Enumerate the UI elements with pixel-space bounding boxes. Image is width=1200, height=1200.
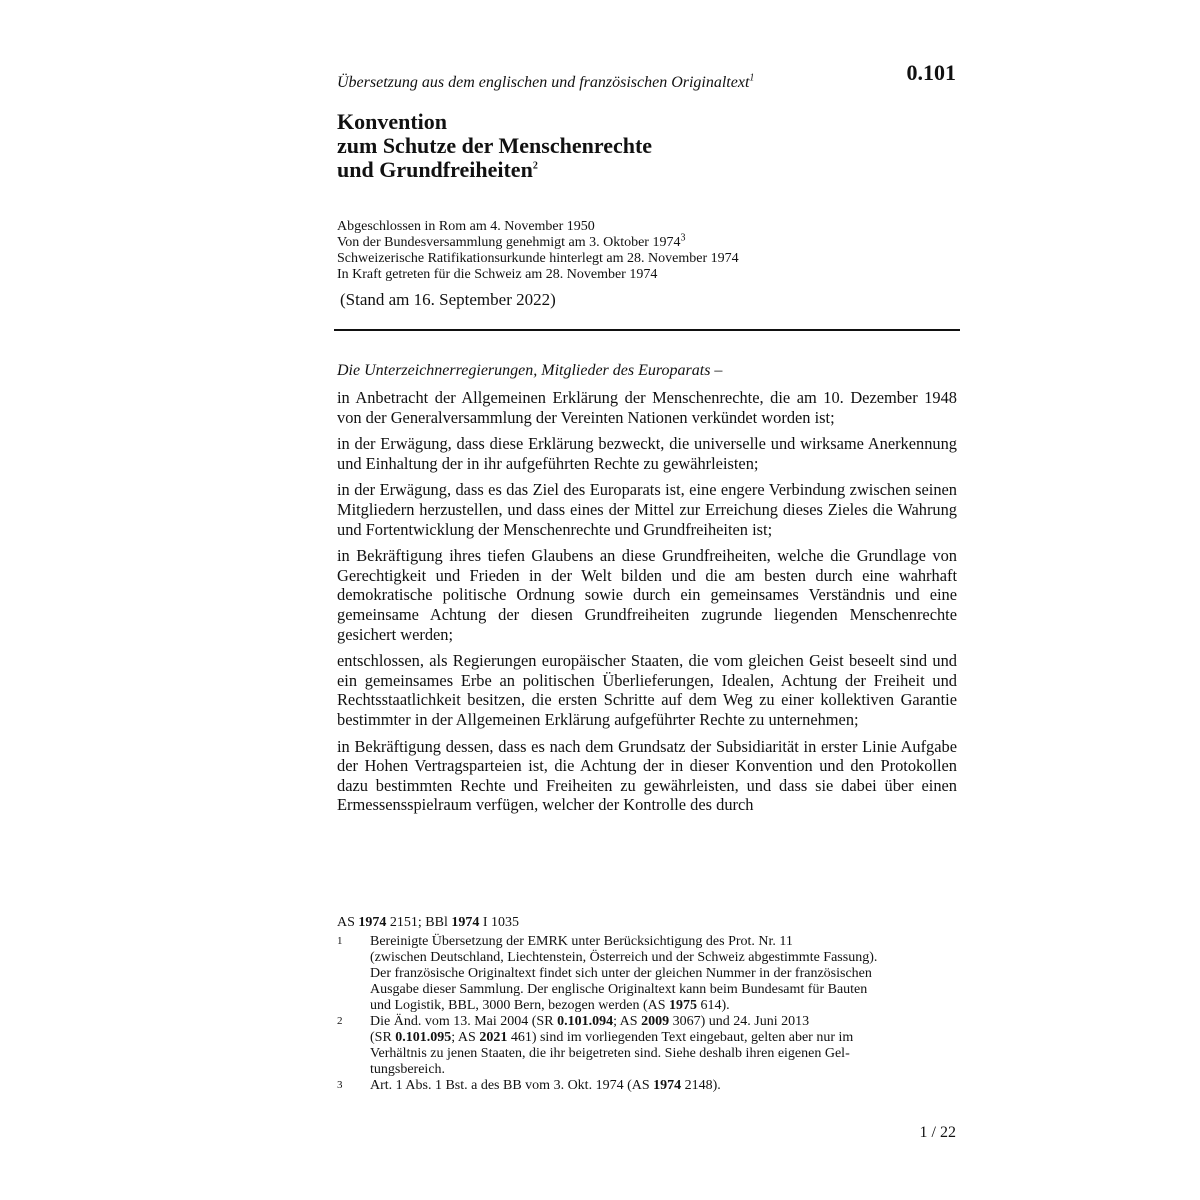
fn2-text-2e: 461) sind im vorliegenden Text eingebaut, gelten aber nur im [507,1030,854,1045]
fn3-text-a: Art. 1 Abs. 1 Bst. a des BB vom 3. Okt. 1974 (AS [370,1078,654,1093]
footnote-line: Ausgabe dieser Sammlung. Der englische Originaltext kann beim Bundesamt für Bauten [370,982,868,997]
preamble-paragraph: in der Erwägung, dass diese Erklärung bezweckt, die universelle und wirksame Anerkennung und Einhaltung der in ihr aufgeführten Rechte zu gewährleisten; [337,434,957,473]
footnote-2 [337,1014,959,1078]
bbl-year: 1974 [451,915,480,930]
as-end: I 1035 [479,915,520,930]
preamble-body [337,388,957,822]
fn2-text-c: ; AS [613,1014,642,1029]
footnote-3 [337,1078,959,1094]
fn2-text-a: Die Änd. vom 13. Mai 2004 (SR [370,1014,558,1029]
footnote-line: Bereinigte Übersetzung der EMRK unter Berücksichtigung des Prot. Nr. 11 [370,934,793,949]
official-collection-reference [337,915,519,931]
footnote-ref-2[interactable]: 2 [532,160,538,172]
fn3-year: 1974 [653,1078,682,1093]
footnote-text [370,1014,959,1078]
meta-approved [337,232,739,251]
footnote-line: Verhältnis zu jenen Staaten, die ihr beigetreten sind. Siehe deshalb ihren eigenen Gel- [370,1046,850,1061]
title-line-3-text: und Grundfreiheiten [337,157,533,182]
as-mid: 2151; BBl [386,915,452,930]
footnote-line [370,1014,959,1030]
fn2-text-2c: ; AS [451,1030,480,1045]
footnote-line: (zwischen Deutschland, Liechtenstein, Österreich und der Schweiz abgestimmte Fassung). [370,950,878,965]
footnote-text [370,1078,959,1094]
fn2-year-2009: 2009 [641,1014,670,1029]
fn2-year-2021: 2021 [479,1030,508,1045]
preamble-paragraph: in Bekräftigung ihres tiefen Glaubens an diese Grundfreiheiten, welche die Grundlage von Gerechtigkeit und Frieden in der Welt bilden und die am besten durch eine wahrhaft demokratische politische Ordnung sowie durch ein gemeinsames Verständnis und eine gemeinsame Achtung der diesen Grundfreiheiten zugrunde liegenden Menschenrechte gesichert werden; [337,546,957,644]
title-line-1: Konvention [337,109,448,134]
sr-link-095[interactable]: 0.101.095 [395,1030,452,1045]
preamble-paragraph: entschlossen, als Regierungen europäischer Staaten, die vom gleichen Geist beseelt sind und ein gemeinsames Erbe an politischen Überlieferungen, Idealen, Achtung der Freiheit und Rechtsstaatlichkeit besitzen, die ersten Schritte auf dem Weg zu einer kollektiven Garantie bestimmter in der Allgemeinen Erklärung aufgeführter Rechte zu unternehmen; [337,651,957,729]
footnote-line [370,1030,959,1046]
meta-in-force: In Kraft getreten für die Schweiz am 28. November 1974 [337,267,658,282]
page-number: 1 / 22 [919,1124,956,1141]
sr-link-094[interactable]: 0.101.094 [557,1014,614,1029]
fn1-text-a: und Logistik, BBL, 3000 Bern, bezogen werden (AS [370,998,670,1013]
meta-approved-text: Von der Bundesversammlung genehmigt am 3. Oktober 1974 [337,235,681,250]
document-metadata [337,219,739,283]
fn3-text-c: 2148). [681,1078,721,1093]
meta-ratification: Schweizerische Ratifikationsurkunde hinterlegt am 28. November 1974 [337,251,739,266]
header-divider [334,329,960,331]
footnote-ref-1[interactable]: 1 [749,72,755,84]
footnote-line [370,998,959,1014]
footnote-number: 3 [337,1079,343,1091]
title-line-3 [337,158,652,182]
footnote-number: 2 [337,1015,343,1027]
as-prefix: AS [337,915,359,930]
fn1-year: 1975 [669,998,698,1013]
footnotes [337,934,959,1094]
footnote-line: tungsbereich. [370,1062,446,1077]
fn1-text-c: 614). [697,998,730,1013]
title-line-2: zum Schutze der Menschenrechte [337,133,653,158]
preamble-intro: Die Unterzeichnerregierungen, Mitglieder des Europarats – [337,362,723,379]
preamble-paragraph: in Anbetracht der Allgemeinen Erklärung der Menschenrechte, die am 10. Dezember 1948 von der Generalversammlung der Vereinten Nationen verkündet worden ist; [337,388,957,427]
translation-note-text: Übersetzung aus dem englischen und französischen Originaltext [337,74,750,91]
footnote-line: Der französische Originaltext findet sich unter der gleichen Nummer in der französischen [370,966,872,981]
footnote-ref-3[interactable]: 3 [680,232,686,244]
footnote-number: 1 [337,935,343,947]
preamble-paragraph: in der Erwägung, dass es das Ziel des Europarats ist, eine engere Verbindung zwischen seinen Mitgliedern herzustellen, und dass eines der Mittel zur Erreichung dieses Zieles die Wahrung und Fortentwicklung der Menschenrechte und Grundfreiheiten ist; [337,480,957,539]
status-date: (Stand am 16. September 2022) [340,290,556,309]
footnote-text [370,934,959,1014]
footnote-line [370,1078,959,1094]
sr-number: 0.101 [906,60,956,85]
meta-concluded: Abgeschlossen in Rom am 4. November 1950 [337,219,595,234]
as-year: 1974 [358,915,387,930]
translation-note [337,74,754,92]
preamble-paragraph: in Bekräftigung dessen, dass es nach dem Grundsatz der Subsidiarität in erster Linie Aufgabe der Hohen Vertragsparteien ist, die Achtung der in dieser Konvention und den Protokollen dazu bestimmten Rechte und Freiheiten zu gewährleisten, und dass sie dabei über einen Ermessensspielraum verfügen, welcher der Kontrolle des durch [337,736,957,815]
fn2-text-2a: (SR [370,1030,396,1045]
document-title [337,110,652,182]
footnote-1 [337,934,959,1014]
fn2-text-e: 3067) und 24. Juni 2013 [669,1014,810,1029]
